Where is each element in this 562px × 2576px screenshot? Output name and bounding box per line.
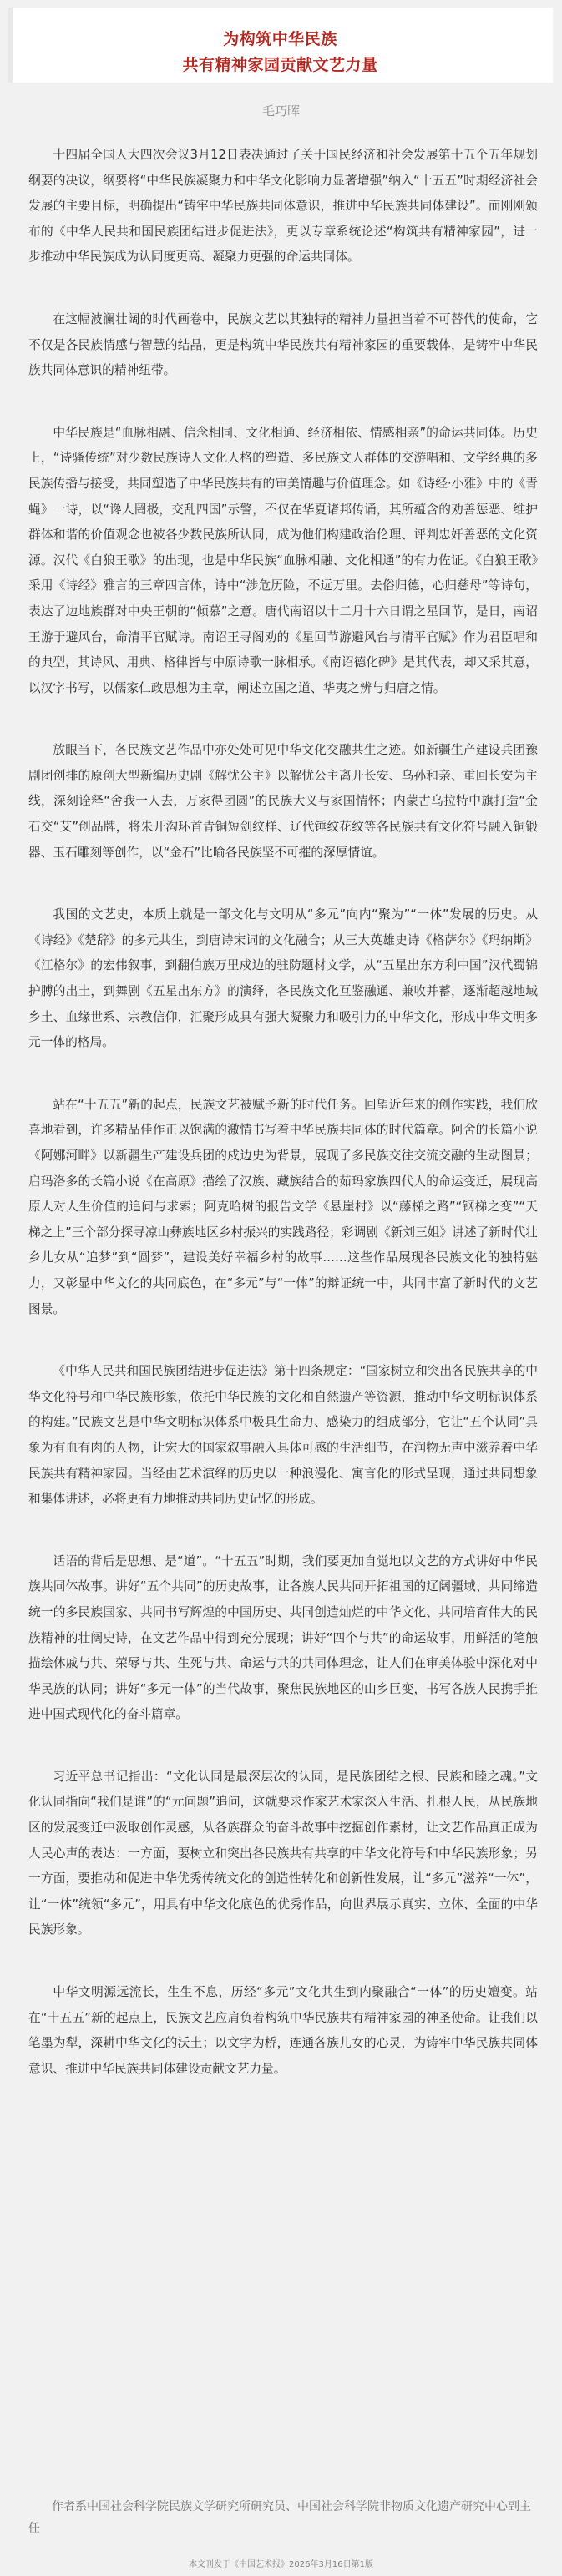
paragraph-10: 中华文明源远流长，生生不息，历经“多元”文化共生到内聚融合“一体”的历史嬗变。站在“十五五”新的起点上，民族文艺应肩负着构筑中华民族共有精神家园的神圣使命。让我们以笔墨为犁，深耕中华文化的沃土；以文字为桥，连通各族儿女的心灵，为铸牢中华民族共同体意识、推进中华民族共同体建设贡献文艺力量。: [28, 1985, 538, 2076]
article-title-line-2: 共有精神家园贡献文艺力量: [182, 56, 378, 74]
paragraph-3: 中华民族是“血脉相融、信念相同、文化相通、经济相依、情感相亲”的命运共同体。历史上，“诗骚传统”对少数民族诗人文化人格的塑造、多民族文人群体的交游唱和、文学经典的多民族传播与接受，共同塑造了中华民族共有的审美情趣与价值理念。如《诗经·小雅》中的《青蝇》一诗，以“谗人罔极，交乱四国”示警，不仅在华夏诸邦传诵，其所蕴含的劝善惩恶、维护群体和谐的价值观念也被各少数民族所认同，成为他们构建政治伦理、评判忠奸善恶的文化资源。汉代《白狼王歌》的出现，也是中华民族“血脉相融、文化相通”的有力佐证。《白狼王歌》采用《诗经》雅言的三章四言体，诗中“涉危历险，不远万里。去俗归德，心归慈母”等诗句，表达了边地族群对中央王朝的“倾慕”之意。唐代南诏以十二月十六日谓之星回节，是日，南诏王游于避风台，命清平官赋诗。南诏王寻阁劝的《星回节游避风台与清平官赋》作为君臣唱和的典型，其诗风、用典、格律皆与中原诗歌一脉相承。《南诏德化碑》是其代表，却又采其意，以汉字书写，以儒家仁政思想为主章，阐述立国之道、华夷之辨与归唐之情。: [28, 425, 538, 695]
article-title-line-1: 为构筑中华民族: [223, 30, 337, 48]
author-bio: 作者系中国社会科学院民族文学研究所研究员、中国社会科学院非物质文化遗产研究中心副主任: [28, 2500, 531, 2535]
paragraph-1: 十四届全国人大四次会议3月12日表决通过了关于国民经济和社会发展第十五个五年规划纲要的决议，纲要将“中华民族凝聚力和中华文化影响力显著增强”纳入“十五五”时期经济社会发展的主要目标，明确提出“铸牢中华民族共同体意识，推进中华民族共同体建设”。而刚刚颁布的《中华人民共和国民族团结进步促进法》，更以专章系统论述“构筑共有精神家园”，进一步推动中华民族成为认同度更高、凝聚力更强的命运共同体。: [28, 148, 538, 265]
source-note: 本文刊发于《中国艺术报》2026年3月16日第1版: [189, 2560, 373, 2569]
article-body: [28, 143, 538, 2119]
paragraph-6: 站在“十五五”新的起点，民族文艺被赋予新的时代任务。回望近年来的创作实践，我们欣喜地看到，许多精品佳作正以饱满的激情书写着中华民族共同体的时代篇章。阿舍的长篇小说《阿娜河畔》以新疆生产建设兵团的戍边史为背景，展现了多民族交往交流交融的生动图景；启玛洛多的长篇小说《在高原》描绘了汉族、藏族结合的茹玛家族四代人的命运变迁，展现高原人对人生价值的追问与求索；阿克哈树的报告文学《悬崖村》以“藤梯之路”“钢梯之变”“天梯之上”三个部分探寻凉山彝族地区乡村振兴的实践路径；彩调剧《新刘三姐》讲述了新时代壮乡儿女从“追梦”到“圆梦”，建设美好幸福乡村的故事……这些作品展现各民族文化的独特魅力，又彰显中华文化的共同底色，在“多元”与“一体”的辩证统一中，共同丰富了新时代的文艺图景。: [28, 1097, 538, 1316]
title-card: [8, 8, 553, 83]
author-name: 毛巧晖: [261, 104, 300, 119]
paragraph-7: 《中华人民共和国民族团结进步促进法》第十四条规定：“国家树立和突出各民族共享的中华文化符号和中华民族形象，依托中华民族的文化和自然遗产等资源，推动中华文明标识体系的构建。”民族文艺是中华文明标识体系中极具生命力、感染力的组成部分，它让“五个认同”具象为有血有肉的人物，让宏大的国家叙事融入具体可感的生活细节，在润物无声中滋养着中华民族共有精神家园。当经由艺术演绎的历史以一种浪漫化、寓言化的形式呈现，通过共同想象和集体讲述，必将更有力地推动共同历史记忆的形成。: [28, 1364, 538, 1507]
paragraph-9: 习近平总书记指出：“文化认同是最深层次的认同，是民族团结之根、民族和睦之魂。”文化认同指向“我们是谁”的“元问题”追问，这就要求作家艺术家深入生活、扎根人民，从民族地区的发展变迁中汲取创作灵感，从各族群众的奋斗故事中挖掘创作素材，让文艺作品真正成为人民心声的表达：一方面，要树立和突出各民族共有共享的中华文化符号和中华民族形象；另一方面，要推动和促进中华优秀传统文化的创造性转化和创新性发展，让“多元”滋养“一体”，让“一体”统领“多元”，用具有中华文化底色的优秀作品，向世界展示真实、立体、全面的中华民族形象。: [28, 1769, 538, 1937]
paragraph-2: 在这幅波澜壮阔的时代画卷中，民族文艺以其独特的精神力量担当着不可替代的使命，它不仅是各民族情感与智慧的结晶，更是构筑中华民族共有精神家园的重要载体，是铸牢中华民族共同体意识的精神纽带。: [28, 311, 538, 378]
paragraph-8: 话语的背后是思想、是“道”。“十五五”时期，我们要更加自觉地以文艺的方式讲好中华民族共同体故事。讲好“五个共同”的历史故事，让各族人民共同开拓祖国的辽阔疆域、共同缔造统一的多民族国家、共同书写辉煌的中国历史、共同创造灿烂的中华文化、共同培育伟大的民族精神的壮阔史诗，在文艺作品中得到充分展现；讲好“四个与共”的命运故事，用鲜活的笔触描绘休戚与共、荣辱与共、生死与共、命运与共的共同体理念，让人们在审美体验中深化对中华民族的认同；讲好“多元一体”的当代故事，聚焦民族地区的山乡巨变，书写各族人民携手推进中国式现代化的奋斗篇章。: [28, 1553, 538, 1722]
paragraph-4: 放眼当下，各民族文艺作品中亦处处可见中华文化交融共生之迹。如新疆生产建设兵团豫剧团创排的原创大型新编历史剧《解忧公主》以解忧公主离开长安、乌孙和亲、重回长安为主线，深刻诠释“舍我一人去，万家得团圆”的民族大义与家国情怀；内蒙古乌拉特中旗打造“金石交“艾”创品牌，将朱开沟环首青铜短剑纹样、辽代锤纹花纹等各民族共有文化符号融入铜锻器、玉石雕刻等创作，以“金石”比喻各民族坚不可摧的深厚情谊。: [28, 743, 538, 860]
paragraph-5: 我国的文艺史，本质上就是一部文化与文明从“多元”向内“聚为”“一体”发展的历史。从《诗经》《楚辞》的多元共生，到唐诗宋词的文化融合；从三大英雄史诗《格萨尔》《玛纳斯》《江格尔》的宏伟叙事，到翻伯族万里戍边的驻防题材文学，从“五星出东方利中国”汉代蜀锦护膊的出土，到舞剧《五星出东方》的演绎，各民族文化互鉴融通、兼收并蓄，逐渐超越地域乡土、血缘世系、宗教信仰，汇聚形成具有强大凝聚力和吸引力的中华文化，形成中华文明多元一体的格局。: [28, 907, 538, 1050]
